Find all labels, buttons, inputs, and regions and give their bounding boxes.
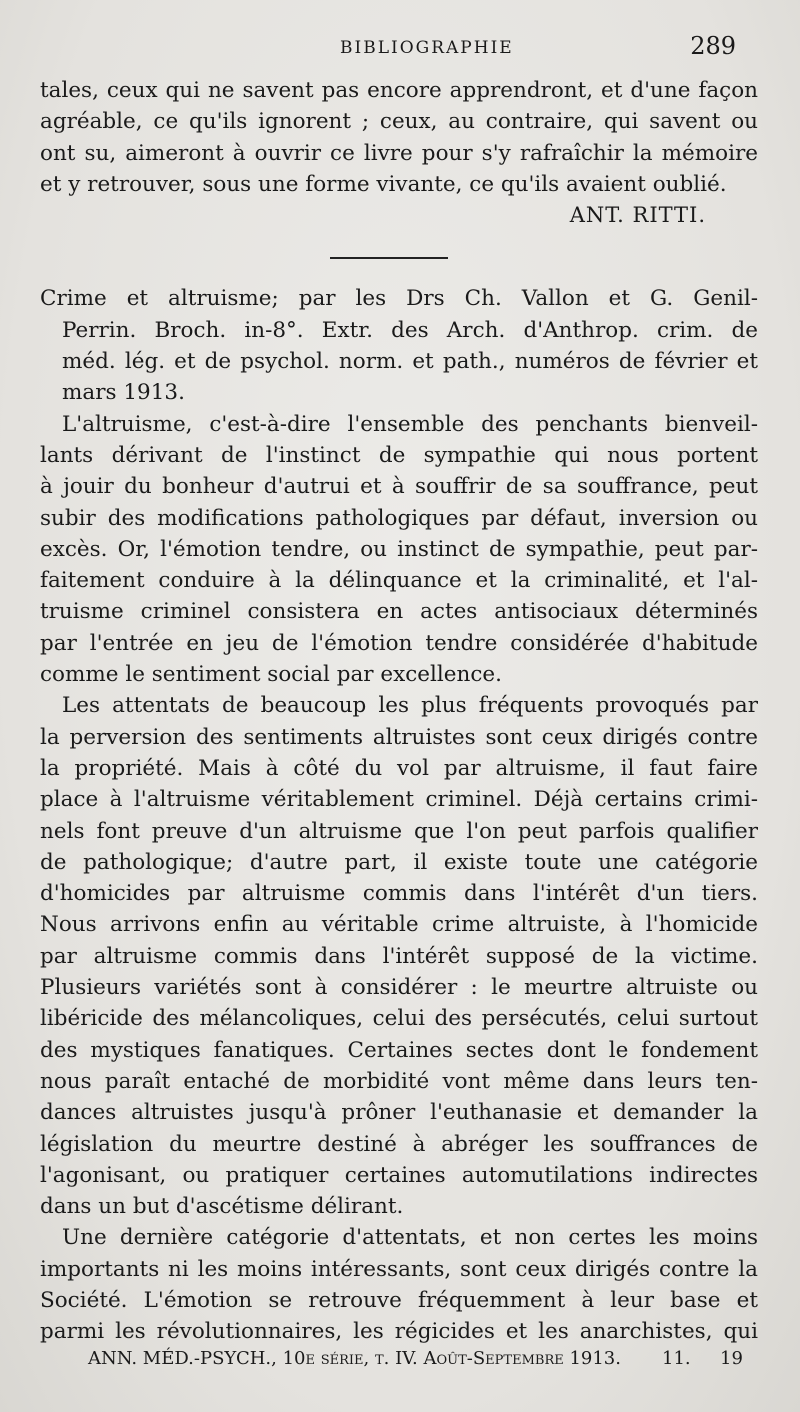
text-line: libéricide des mélancoliques, celui des persécutés, celui surtout xyxy=(40,1006,758,1032)
text-line: faitement conduire à la délinquance et la criminalité, et l'al- xyxy=(40,568,758,594)
previous-review-tail xyxy=(40,75,758,200)
text-line: place à l'altruisme véritablement criminel. Déjà certains crimi- xyxy=(40,787,758,813)
text-line: importants ni les moins intéressants, sont ceux dirigés contre la xyxy=(40,1256,758,1282)
text-line: lants dérivant de l'instinct de sympathie qui nous portent xyxy=(40,442,758,468)
text-line: par altruisme commis dans l'intérêt supposé de la victime. xyxy=(40,943,758,969)
running-title: BIBLIOGRAPHIE xyxy=(340,38,514,58)
sheet-number: 19 xyxy=(720,1348,743,1369)
text-line: Une dernière catégorie d'attentats, et non certes les moins xyxy=(62,1225,758,1251)
reference-line: mars 1913. xyxy=(62,380,185,406)
text-line: la perversion des sentiments altruistes sont ceux dirigés contre xyxy=(40,724,758,750)
reference-line: Perrin. Broch. in-8°. Extr. des Arch. d'Anthrop. crim. de xyxy=(62,317,758,343)
text-line: L'altruisme, c'est-à-dire l'ensemble des penchants bienveil- xyxy=(62,411,758,437)
text-line: de pathologique; d'autre part, il existe toute une catégorie xyxy=(40,849,758,875)
text-line: d'homicides par altruisme commis dans l'intérêt d'un tiers. xyxy=(40,881,758,907)
text-line: ont su, aimeront à ouvrir ce livre pour s'y rafraîchir la mémoire xyxy=(40,140,758,166)
text-line: des mystiques fanatiques. Certaines sectes dont le fondement xyxy=(40,1037,758,1063)
text-line: dans un but d'ascétisme délirant. xyxy=(40,1194,404,1220)
text-line: l'agonisant, ou pratiquer certaines automutilations indirectes xyxy=(40,1162,758,1188)
text-line: Les attentats de beaucoup les plus fréquents provoqués par xyxy=(62,693,758,719)
review-signature: ANT. RITTI. xyxy=(569,203,706,228)
text-line: parmi les révolutionnaires, les régicides et les anarchistes, qui xyxy=(40,1319,758,1345)
text-line: Société. L'émotion se retrouve fréquemment à leur base et xyxy=(40,1287,758,1313)
text-line: Plusieurs variétés sont à considérer : le meurtre altruiste ou xyxy=(40,975,758,1001)
text-line: à jouir du bonheur d'autrui et à souffrir de sa souffrance, peut xyxy=(40,474,758,500)
text-line: par l'entrée en jeu de l'émotion tendre considérée d'habitude xyxy=(40,630,758,656)
text-line: subir des modifications pathologiques par défaut, inversion ou xyxy=(40,505,758,531)
running-head xyxy=(40,32,740,66)
reference-line: Crime et altruisme; par les Drs Ch. Vallon et G. Genil- xyxy=(40,286,758,312)
reference-line: méd. lég. et de psychol. norm. et path., numéros de février et xyxy=(62,349,758,375)
text-line: nous paraît entaché de morbidité vont même dans leurs ten- xyxy=(40,1068,758,1094)
paragraph-2 xyxy=(40,690,758,1222)
book-reference xyxy=(40,283,758,408)
text-line: et y retrouver, sous une forme vivante, ce qu'ils avaient oublié. xyxy=(40,171,727,197)
text-line: Nous arrivons enfin au véritable crime altruiste, à l'homicide xyxy=(40,912,758,938)
text-line: comme le sentiment social par excellence. xyxy=(40,662,502,688)
text-line: législation du meurtre destiné à abréger les souffrances de xyxy=(40,1131,758,1157)
journal-citation: ANN. MÉD.-PSYCH., 10e série, t. IV. Août-Septembre 1913. xyxy=(88,1348,621,1369)
text-line: truisme criminel consistera en actes antisociaux déterminés xyxy=(40,599,758,625)
text-line: tales, ceux qui ne savent pas encore apprendront, et d'une façon xyxy=(40,78,758,103)
text-line: agréable, ce qu'ils ignorent ; ceux, au contraire, qui savent ou xyxy=(40,109,758,135)
text-line: excès. Or, l'émotion tendre, ou instinct de sympathie, peut par- xyxy=(40,536,758,562)
section-divider xyxy=(330,257,448,259)
page-body xyxy=(40,75,758,1348)
paragraph-3 xyxy=(40,1222,758,1347)
text-line: nels font preuve d'un altruisme que l'on peut parfois qualifier xyxy=(40,818,758,844)
text-line: dances altruistes jusqu'à prôner l'euthanasie et demander la xyxy=(40,1100,758,1126)
page-number: 289 xyxy=(690,32,736,60)
text-line: la propriété. Mais à côté du vol par altruisme, il faut faire xyxy=(40,755,758,781)
signature-mark: 11. xyxy=(662,1348,691,1369)
paragraph-1 xyxy=(40,409,758,691)
